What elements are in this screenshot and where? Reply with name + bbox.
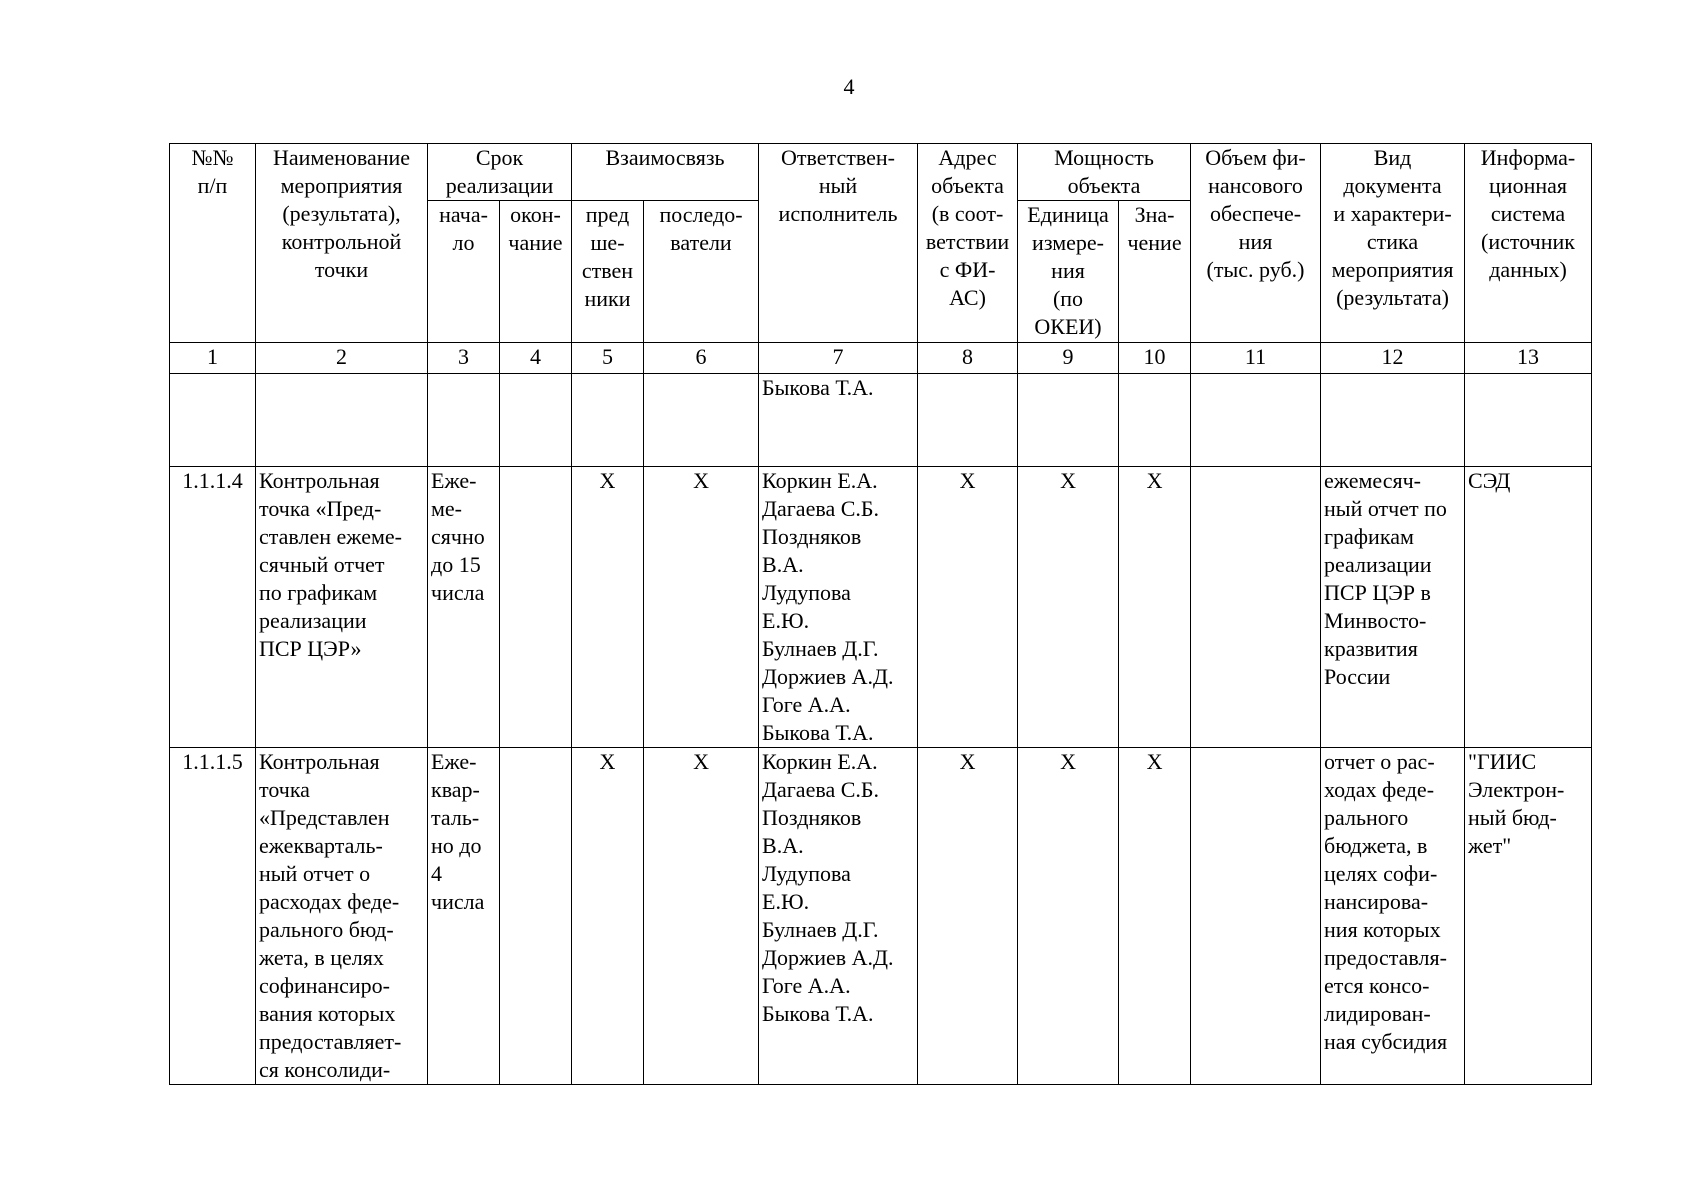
header-info-system: Информа- ционная система (источник данных) xyxy=(1465,144,1592,343)
cell-finance xyxy=(1191,374,1321,467)
table-header xyxy=(170,144,1592,374)
column-number: 10 xyxy=(1119,343,1191,374)
cell-number xyxy=(170,374,256,467)
cell-responsible: Быкова Т.А. xyxy=(759,374,918,467)
cell-successors: X xyxy=(644,467,759,748)
cell-start: Еже- квар- таль- но до 4 числа xyxy=(428,748,500,1085)
cell-finance xyxy=(1191,748,1321,1085)
column-number: 8 xyxy=(918,343,1018,374)
cell-address: X xyxy=(918,748,1018,1085)
table-row xyxy=(170,748,1592,1085)
cell-value: X xyxy=(1119,467,1191,748)
cell-successors xyxy=(644,374,759,467)
cell-info-system: "ГИИС Электрон- ный бюд- жет" xyxy=(1465,748,1592,1085)
column-numbers-row xyxy=(170,343,1592,374)
cell-end xyxy=(500,748,572,1085)
header-end: окон- чание xyxy=(500,201,572,343)
cell-finance xyxy=(1191,467,1321,748)
header-value: Зна- чение xyxy=(1119,201,1191,343)
column-number: 13 xyxy=(1465,343,1592,374)
column-number: 12 xyxy=(1321,343,1465,374)
cell-info-system xyxy=(1465,374,1592,467)
column-number: 1 xyxy=(170,343,256,374)
cell-responsible: Коркин Е.А. Дагаева С.Б. Поздняков В.А. Лудупова Е.Ю. Булнаев Д.Г. Доржиев А.Д. Гоге А.А. Быкова Т.А. xyxy=(759,748,918,1085)
cell-address: X xyxy=(918,467,1018,748)
column-number: 11 xyxy=(1191,343,1321,374)
column-number: 9 xyxy=(1018,343,1119,374)
column-number: 7 xyxy=(759,343,918,374)
cell-document: отчет о рас- ходах феде- рального бюджета, в целях софи- нансирова- ния которых предоставля- ется консо- лидирован- ная субсидия xyxy=(1321,748,1465,1085)
cell-number: 1.1.1.5 xyxy=(170,748,256,1085)
cell-end xyxy=(500,467,572,748)
cell-start xyxy=(428,374,500,467)
header-finance: Объем фи- нансового обеспече- ния (тыс. руб.) xyxy=(1191,144,1321,343)
cell-unit: X xyxy=(1018,467,1119,748)
cell-value: X xyxy=(1119,748,1191,1085)
header-unit: Единица измере- ния (по ОКЕИ) xyxy=(1018,201,1119,343)
cell-responsible: Коркин Е.А. Дагаева С.Б. Поздняков В.А. Лудупова Е.Ю. Булнаев Д.Г. Доржиев А.Д. Гоге А.А. Быкова Т.А. xyxy=(759,467,918,748)
cell-document xyxy=(1321,374,1465,467)
header-start: нача- ло xyxy=(428,201,500,343)
page-number: 4 xyxy=(843,74,855,99)
column-number: 5 xyxy=(572,343,644,374)
cell-start: Еже- ме- сячно до 15 числа xyxy=(428,467,500,748)
table-body xyxy=(170,374,1592,1085)
plan-table xyxy=(169,143,1592,1085)
cell-value xyxy=(1119,374,1191,467)
cell-predecessors: X xyxy=(572,748,644,1085)
header-address: Адрес объекта (в соот- ветствии с ФИ- АС) xyxy=(918,144,1018,343)
cell-unit xyxy=(1018,374,1119,467)
cell-number: 1.1.1.4 xyxy=(170,467,256,748)
header-name: Наименование мероприятия (результата), контрольной точки xyxy=(256,144,428,343)
cell-address xyxy=(918,374,1018,467)
column-number: 4 xyxy=(500,343,572,374)
cell-unit: X xyxy=(1018,748,1119,1085)
header-number: №№ п/п xyxy=(170,144,256,343)
header-document: Вид документа и характери- стика мероприятия (результата) xyxy=(1321,144,1465,343)
column-number: 2 xyxy=(256,343,428,374)
header-power: Мощность объекта xyxy=(1018,144,1191,201)
header-responsible: Ответствен- ный исполнитель xyxy=(759,144,918,343)
header-relation: Взаимосвязь xyxy=(572,144,759,201)
cell-successors: X xyxy=(644,748,759,1085)
cell-document: ежемесяч- ный отчет по графикам реализации ПСР ЦЭР в Минвосто- кразвития России xyxy=(1321,467,1465,748)
cell-predecessors xyxy=(572,374,644,467)
column-number: 3 xyxy=(428,343,500,374)
cell-end xyxy=(500,374,572,467)
cell-info-system: СЭД xyxy=(1465,467,1592,748)
header-successors: последо- ватели xyxy=(644,201,759,343)
table-row xyxy=(170,374,1592,467)
header-term: Срок реализации xyxy=(428,144,572,201)
column-number: 6 xyxy=(644,343,759,374)
header-predecessors: пред ше- ствен ники xyxy=(572,201,644,343)
cell-name: Контрольная точка «Представлен ежекварталь- ный отчет о расходах феде- рального бюд- жета, в целях софинансиро- вания которых предоставляет- ся консолиди- xyxy=(256,748,428,1085)
cell-name: Контрольная точка «Пред- ставлен ежеме- сячный отчет по графикам реализации ПСР ЦЭР» xyxy=(256,467,428,748)
table-row xyxy=(170,467,1592,748)
cell-predecessors: X xyxy=(572,467,644,748)
cell-name xyxy=(256,374,428,467)
